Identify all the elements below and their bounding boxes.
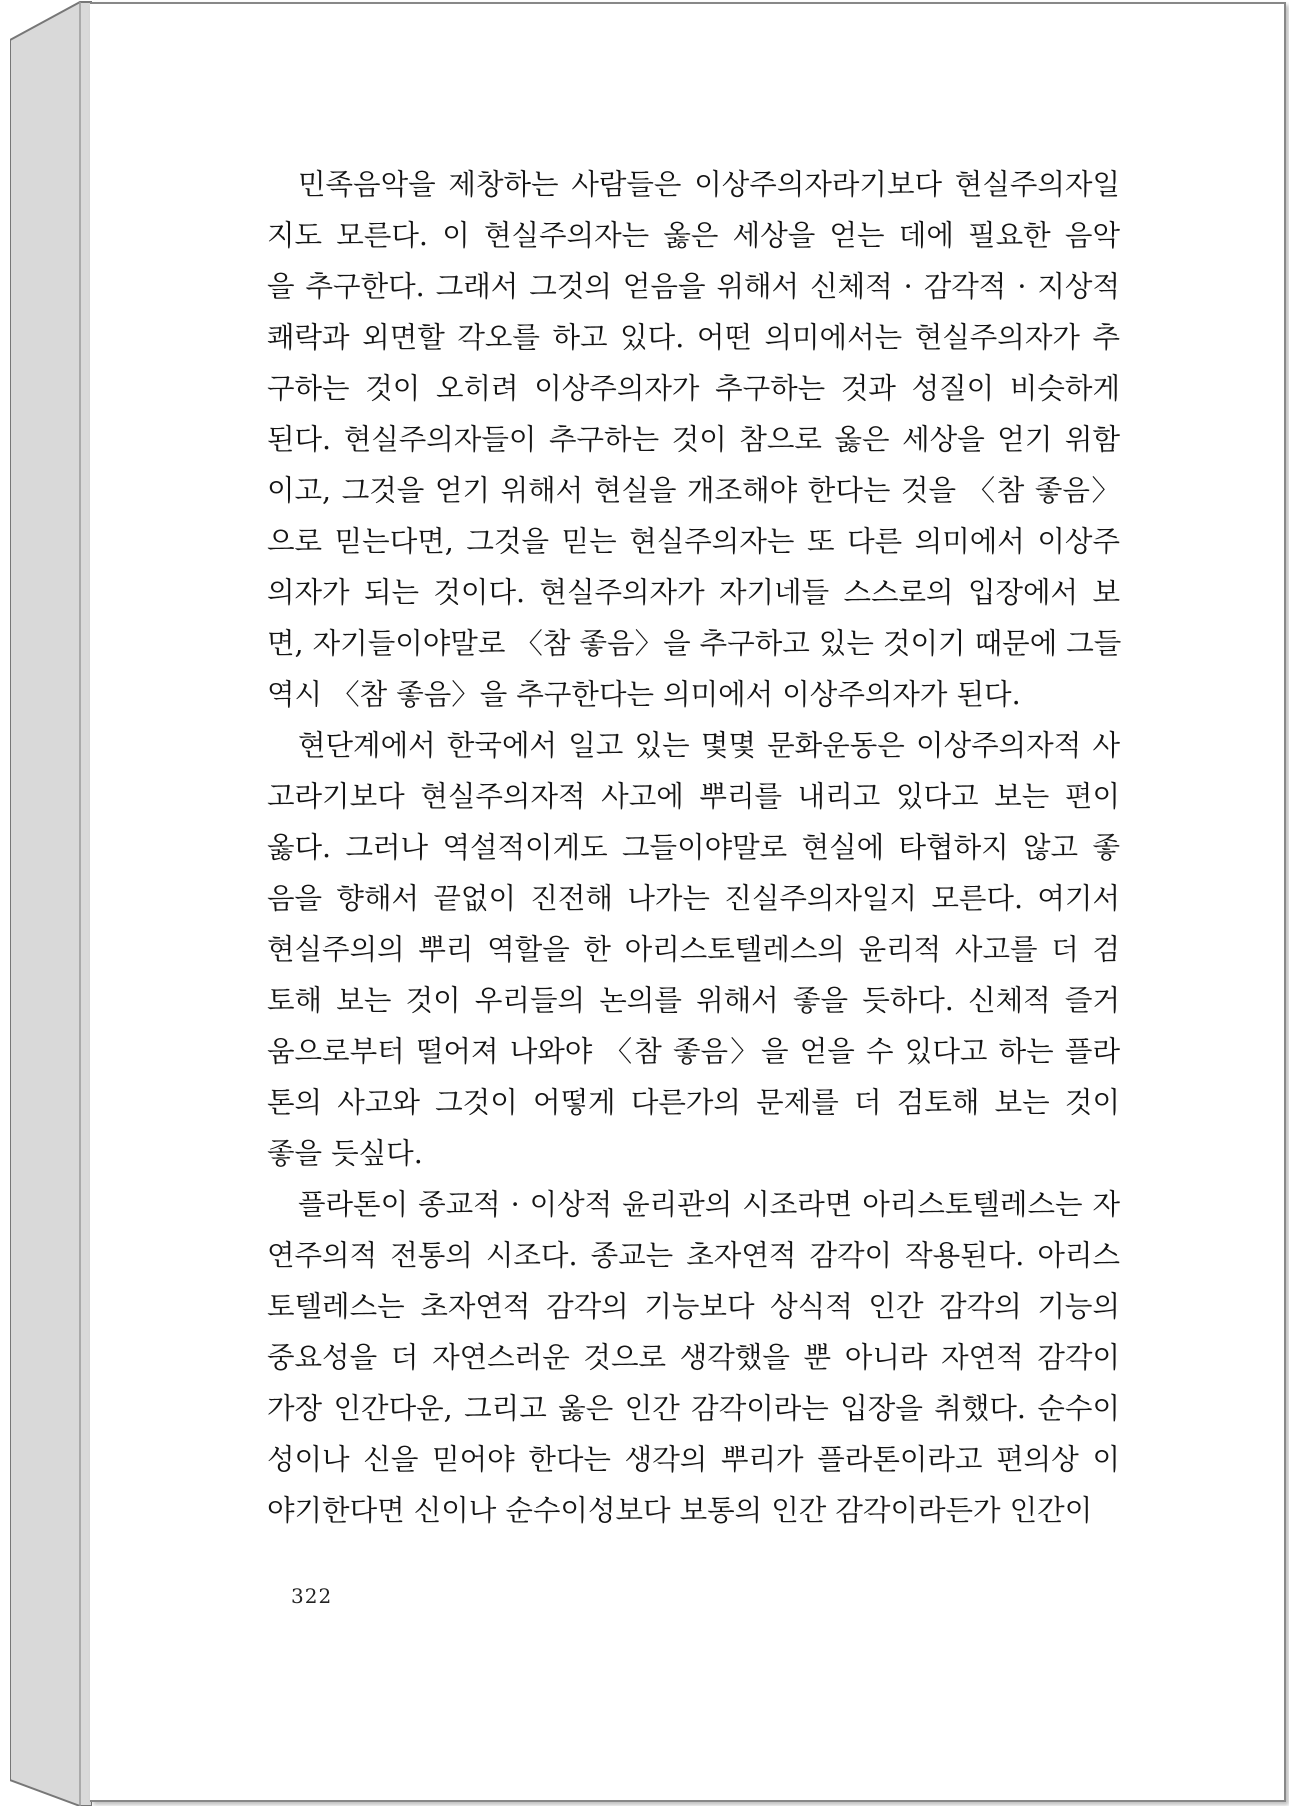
text-line: 중요성을 더 자연스러운 것으로 생각했을 뿐 아니라 자연적 감각이: [267, 1341, 1120, 1374]
paragraph-1: [267, 159, 1120, 720]
text-line: 현실주의의 뿌리 역할을 한 아리스토텔레스의 윤리적 사고를 더 검: [267, 933, 1120, 966]
text-line: 연주의적 전통의 시조다. 종교는 초자연적 감각이 작용된다. 아리스: [267, 1239, 1120, 1272]
book-page: [90, 2, 1286, 1802]
text-line: 음을 향해서 끝없이 진전해 나가는 진실주의자일지 모른다. 여기서: [267, 882, 1120, 915]
text-line: 가장 인간다운, 그리고 옳은 인간 감각이라는 입장을 취했다. 순수이: [267, 1392, 1120, 1425]
text-line: 좋을 듯싶다.: [267, 1137, 423, 1170]
text-line: 움으로부터 떨어져 나와야 〈참 좋음〉을 얻을 수 있다고 하는 플라: [267, 1035, 1120, 1068]
text-line: 고라기보다 현실주의자적 사고에 뿌리를 내리고 있다고 보는 편이: [267, 780, 1120, 813]
paragraph-2: [267, 720, 1120, 1179]
text-line: 쾌락과 외면할 각오를 하고 있다. 어떤 의미에서는 현실주의자가 추: [267, 321, 1120, 354]
text-line: 된다. 현실주의자들이 추구하는 것이 참으로 옳은 세상을 얻기 위함: [267, 423, 1120, 456]
paragraph-3: [267, 1179, 1120, 1536]
text-line: 플라톤이 종교적 · 이상적 윤리관의 시조라면 아리스토텔레스는 자: [298, 1188, 1120, 1221]
text-line: 토해 보는 것이 우리들의 논의를 위해서 좋을 듯하다. 신체적 즐거: [267, 984, 1120, 1017]
text-line: 면, 자기들이야말로 〈참 좋음〉을 추구하고 있는 것이기 때문에 그들: [267, 627, 1122, 660]
text-line: 지도 모른다. 이 현실주의자는 옳은 세상을 얻는 데에 필요한 음악: [267, 219, 1120, 252]
text-line: 으로 믿는다면, 그것을 믿는 현실주의자는 또 다른 의미에서 이상주: [267, 525, 1120, 558]
text-line: 민족음악을 제창하는 사람들은 이상주의자라기보다 현실주의자일: [298, 168, 1120, 201]
text-line: 옳다. 그러나 역설적이게도 그들이야말로 현실에 타협하지 않고 좋: [267, 831, 1120, 864]
text-line: 성이나 신을 믿어야 한다는 생각의 뿌리가 플라톤이라고 편의상 이: [267, 1443, 1120, 1476]
text-line: 의자가 되는 것이다. 현실주의자가 자기네들 스스로의 입장에서 보: [267, 576, 1120, 609]
text-line: 톤의 사고와 그것이 어떻게 다른가의 문제를 더 검토해 보는 것이: [267, 1086, 1120, 1119]
text-line: 이고, 그것을 얻기 위해서 현실을 개조해야 한다는 것을 〈참 좋음〉: [267, 474, 1120, 507]
text-line: 현단계에서 한국에서 일고 있는 몇몇 문화운동은 이상주의자적 사: [298, 729, 1120, 762]
text-line: 역시 〈참 좋음〉을 추구한다는 의미에서 이상주의자가 된다.: [267, 678, 1021, 711]
text-line: 야기한다면 신이나 순수이성보다 보통의 인간 감각이라든가 인간이: [267, 1494, 1093, 1527]
body-text: [267, 159, 1120, 1536]
book-spine: [10, 0, 92, 1806]
text-line: 구하는 것이 오히려 이상주의자가 추구하는 것과 성질이 비슷하게: [267, 372, 1120, 405]
text-line: 을 추구한다. 그래서 그것의 얻음을 위해서 신체적 · 감각적 · 지상적: [267, 270, 1120, 303]
text-line: 토텔레스는 초자연적 감각의 기능보다 상식적 인간 감각의 기능의: [267, 1290, 1120, 1323]
page-number: 322: [291, 1584, 333, 1608]
